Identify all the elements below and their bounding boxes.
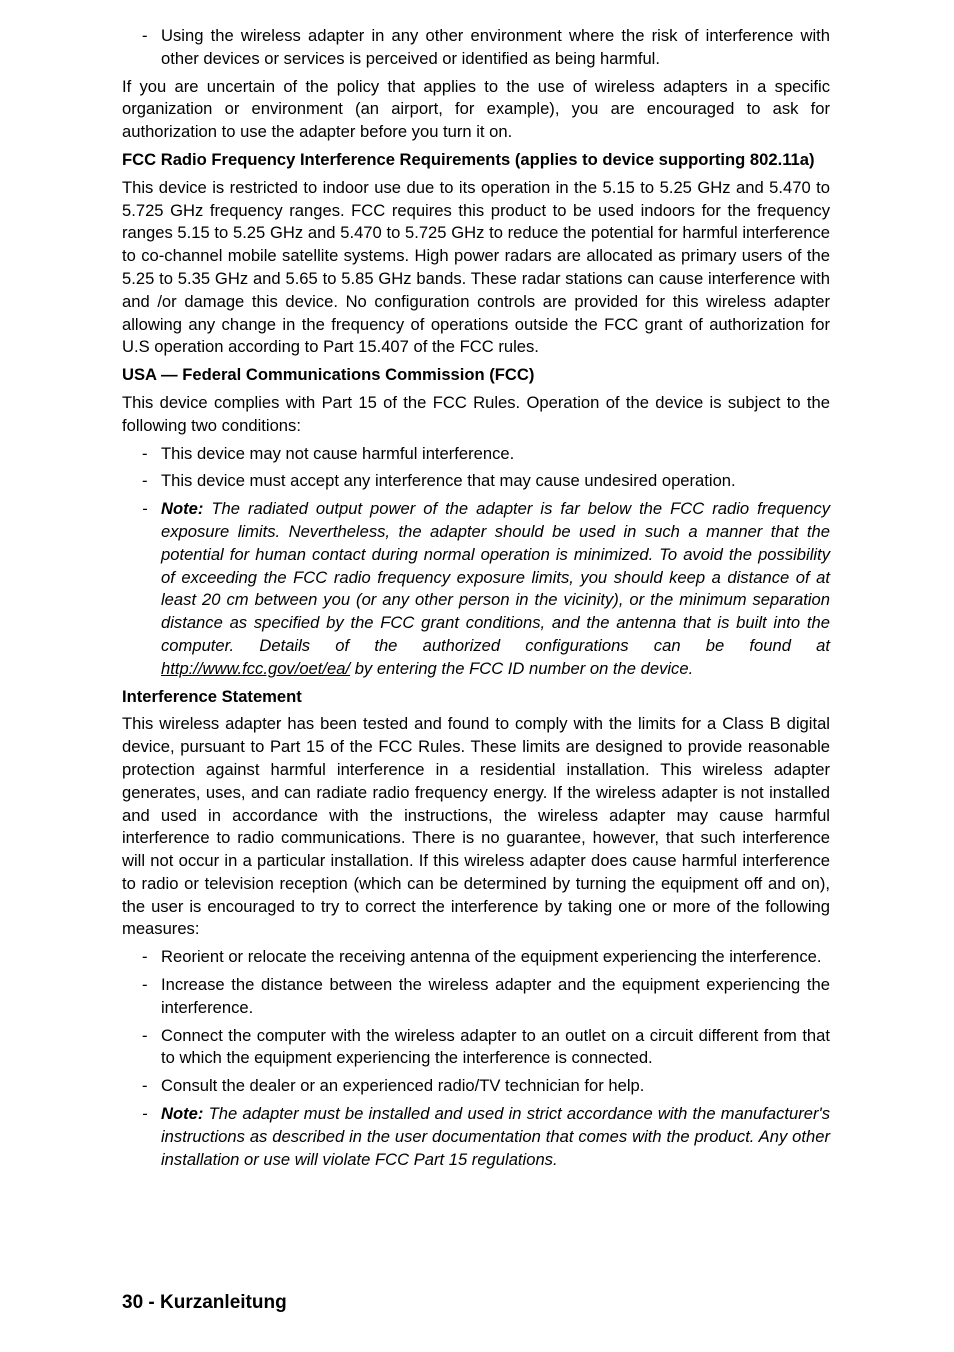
fcc-rf-heading: FCC Radio Frequency Interference Requirements (applies to device supporting 802.11a) <box>122 149 815 169</box>
intro-paragraph: If you are uncertain of the policy that applies to the use of wireless adapters in a specific organization or environment (an airport, for example), you are encouraged to ask for authorization to use the adapter before you turn it on. <box>122 76 830 142</box>
note-text: The radiated output power of the adapter is far below the FCC radio frequency exposure limits. Nevertheless, the adapter should be used in such a manner that the potential for human contact during normal operation is minimized. To avoid the possibility of exceeding the FCC radio frequency exposure limits, you should keep a distance of at least 20 cm between you (or any other person in the vicinity), or the minimum separation distance as specified by the FCC grant conditions, and the antenna that is built into the computer. Details of the authorized configurations can be found at <box>161 499 830 655</box>
list-item: - Using the wireless adapter in any other environment where the risk of interference with other devices or services is perceived or identified as being harmful. <box>122 25 830 71</box>
list-item: - This device must accept any interference that may cause undesired operation. <box>122 470 830 493</box>
note-text-end: by entering the FCC ID number on the device. <box>350 658 694 678</box>
interference-note <box>122 1103 830 1171</box>
interference-measures <box>122 946 830 1171</box>
usa-fcc-body: This device complies with Part 15 of the FCC Rules. Operation of the device is subject to the following two conditions: <box>122 392 830 435</box>
list-item: - Increase the distance between the wireless adapter and the equipment experiencing the interference. <box>122 974 830 1020</box>
list-item: - Reorient or relocate the receiving antenna of the equipment experiencing the interference. <box>122 946 830 969</box>
list-item: - Connect the computer with the wireless adapter to an outlet on a circuit different from that to which the equipment experiencing the interference is connected. <box>122 1025 830 1071</box>
note-label: Note: <box>161 499 204 519</box>
interference-body: This wireless adapter has been tested and found to comply with the limits for a Class B digital device, pursuant to Part 15 of the FCC Rules. These limits are designed to provide reasonable protection against harmful interference in a residential installation. This wireless adapter generates, uses, and can radiate radio frequency energy. If the wireless adapter is not installed and used in accordance with the instructions, the wireless adapter may cause harmful interference to radio communications. There is no guarantee, however, that such interference will not occur in a particular installation. If this wireless adapter does cause harmful interference to radio or television reception (which can be determined by turning the equipment off and on), the user is encouraged to try to correct the interference by taking one or more of the following measures: <box>122 714 830 939</box>
list-item: - This device may not cause harmful interference. <box>122 443 830 466</box>
note-label: Note: <box>161 1104 204 1124</box>
intro-list <box>122 25 830 71</box>
list-item: - Consult the dealer or an experienced radio/TV technician for help. <box>122 1075 830 1098</box>
usa-fcc-note <box>122 498 830 680</box>
usa-fcc-conditions <box>122 443 830 681</box>
fcc-rf-body: This device is restricted to indoor use due to its operation in the 5.15 to 5.25 GHz and 5.470 to 5.725 GHz frequency ranges. FCC requires this product to be used indoors for the frequency ranges 5.15 to 5.25 GHz and 5.470 to 5.725 GHz to reduce the potential for harmful interference to co-channel mobile satellite systems. High power radars are allocated as primary users of the 5.25 to 5.35 GHz and 5.65 to 5.85 GHz bands. These radar stations can cause interference with and /or damage this device. No configuration controls are provided for this wireless adapter allowing any change in the frequency of operations outside the FCC grant of authorization for U.S operation according to Part 15.407 of the FCC rules. <box>122 177 830 357</box>
usa-fcc-heading: USA — Federal Communications Commission (FCC) <box>122 365 535 385</box>
document-page <box>122 25 830 1176</box>
note-text: The adapter must be installed and used in strict accordance with the manufacturer's instructions as described in the user documentation that comes with the product. Any other installation or use will violate FCC Part 15 regulations. <box>161 1104 830 1169</box>
fcc-link[interactable]: http://www.fcc.gov/oet/ea/ <box>161 658 351 678</box>
interference-heading: Interference Statement <box>122 686 302 706</box>
page-footer: 30 - Kurzanleitung <box>122 1292 287 1313</box>
